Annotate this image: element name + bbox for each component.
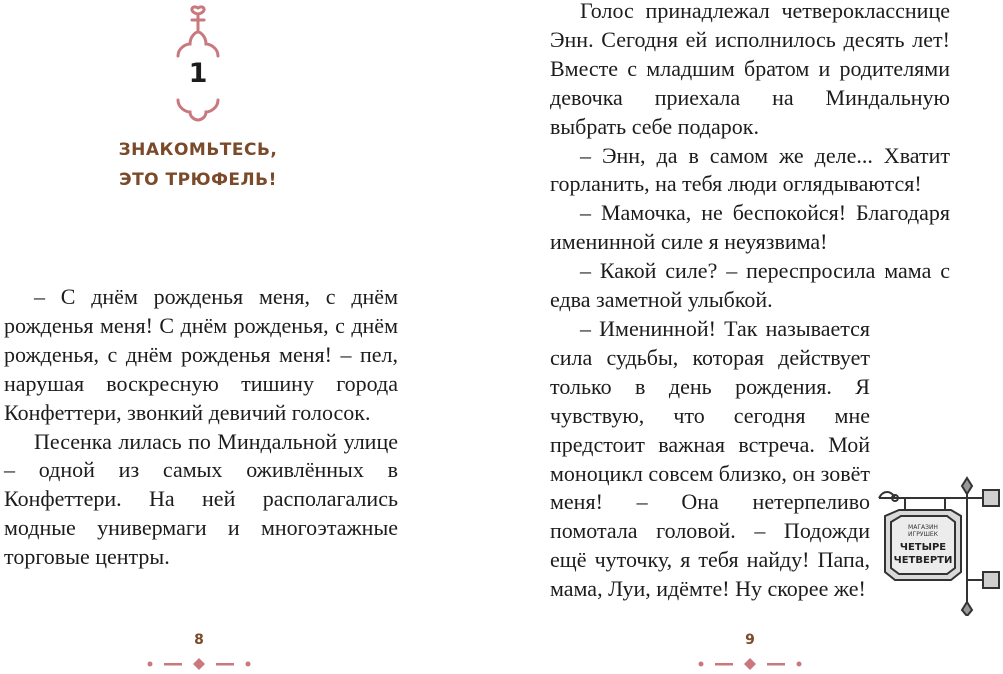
paragraph: – Энн, да в самом же деле... Хватит горланить, на тебя люди оглядываются!: [550, 142, 950, 197]
paragraph: Голос принадлежал четверокласснице Энн. Сегодня ей исполнилось десять лет! Вместе с младшим братом и родителями девочка приехала на Миндальную выбрать себе подарок.: [550, 0, 950, 139]
paragraph: – Мамочка, не беспокойся! Благодаря именинной силе я неуязвима!: [550, 200, 950, 255]
page-footer: [134, 632, 264, 670]
paragraph: – Какой силе? – переспросила мама с едва заметной улыбкой.: [550, 258, 950, 313]
page-footer: [685, 632, 815, 670]
chapter-title-line2: ЭТО ТРЮФЕЛЬ!: [119, 170, 277, 190]
left-page: [0, 0, 500, 674]
page-number: 9: [745, 632, 755, 648]
shop-sign-illustration: [875, 476, 1003, 616]
paragraph: – Именинной! Так называется сила судьбы, которая действует только в день рождения. Я чувствую, что сегодня мне предстоит важная встреча. Мой моноцикл совсем близко, он зовёт меня! – Она нетерпеливо помотала головой. – Подожди ещё чуточку, я тебя найду! Папа, мама, Луи, идёмте! Ну скорее же!: [550, 315, 870, 602]
dot-dash-ornament-icon: [144, 658, 254, 670]
sign-text-line4: ЧЕТВЕРТИ: [893, 555, 953, 566]
chapter-title: [90, 135, 306, 195]
page-number: 8: [194, 632, 204, 648]
chapter-number: 1: [188, 58, 208, 89]
left-body-text: [4, 283, 398, 572]
paragraph: Песенка лилась по Миндальной улице – одной из самых оживлённых в Конфеттери. На ней располагались модные универмаги и многоэтажные торговые центры.: [4, 428, 398, 570]
dot-dash-ornament-icon: [695, 658, 805, 670]
arch-ornament-icon: [168, 96, 228, 122]
chapter-title-line1: ЗНАКОМЬТЕСЬ,: [118, 140, 278, 160]
sign-text-line2: ИГРУШЕК: [908, 531, 938, 538]
bow-ornament-icon: [168, 4, 228, 64]
sign-text-line1: МАГАЗИН: [908, 524, 938, 531]
sign-text-line3: ЧЕТЫРЕ: [899, 542, 947, 553]
paragraph: – С днём рожденья меня, с днём рожденья меня! С днём рожденья, с днём рожденья, с днём рожденья меня! – пел, нарушая воскресную тишину города Конфеттери, звонкий девичий голосок.: [4, 284, 398, 425]
